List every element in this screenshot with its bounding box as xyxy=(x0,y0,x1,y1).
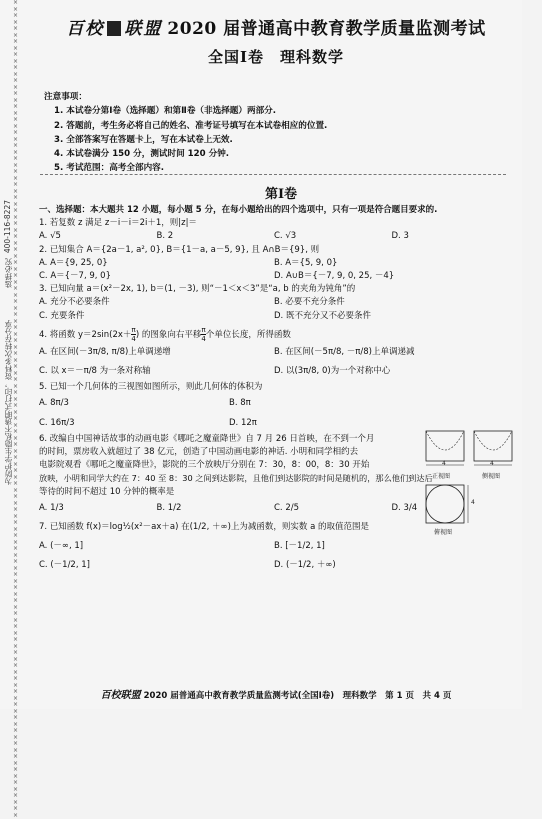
option: B. A＝{5, 9, 0} xyxy=(274,257,338,268)
front-view-curve xyxy=(426,431,464,450)
option: C. A＝{－7, 9, 0} xyxy=(39,271,112,282)
option: C. (－1/2, 1] xyxy=(39,560,90,571)
numerator: π xyxy=(131,325,136,334)
cross-line: ×××××××××××××××××××××××××××××××××××××××××××××××××××××××××××××××××××××××××××××××××××××××××××××××××××××××××××××××××××××××××××××× xyxy=(13,0,19,819)
option: B. 1/2 xyxy=(156,502,182,513)
stem-part: 4. 将函数 y＝2sin(2x＋ xyxy=(39,329,132,340)
note-item: 2. 答题前，考生务必将自己的姓名、准考证号填写在本试卷相应的位置. xyxy=(54,120,328,131)
divider xyxy=(40,174,506,175)
option: C. 以 x＝－π/8 为一条对称轴 xyxy=(39,366,151,377)
option: D. 3 xyxy=(391,231,409,242)
notes-heading: 注意事项： xyxy=(44,92,87,102)
options-row xyxy=(39,365,509,378)
exam-subtitle: 全国Ⅰ卷 理科数学 xyxy=(207,48,345,66)
side-view-curve xyxy=(474,431,512,450)
option: D. 既不充分又不必要条件 xyxy=(274,310,371,321)
option: A. √5 xyxy=(39,231,61,242)
front-view-label: 正视图 xyxy=(432,473,451,480)
page-footer xyxy=(40,686,512,701)
section-instruction: 一、选择题：本大题共 12 小题，每小题 5 分，在每小题给出的四个选项中，只有一项是符合题目要求的. xyxy=(39,205,438,215)
options-row xyxy=(39,296,509,309)
question-stem-line: 放映，小明和同学大约在 7：40 至 8：30 之间到达影院，且他们到达影院的时间是随机的，那么他们到达后 xyxy=(39,473,433,484)
denominator: 4 xyxy=(201,334,206,343)
question-stem-line: 6. 改编自中国神话故事的动画电影《哪吒之魔童降世》自 7 月 26 日首映，在不到一个月 xyxy=(39,433,375,444)
option: B. 2 xyxy=(156,231,174,242)
option: A. (－∞, 1] xyxy=(39,541,84,552)
options-row xyxy=(39,417,419,430)
numerator: π xyxy=(201,325,206,334)
option: B. 8π xyxy=(229,398,251,409)
footer-text: 2020 届普通高中教育教学质量监测考试(全国Ⅰ卷) 理科数学 第 1 页 共 4 页 xyxy=(143,691,452,701)
top-view-label: 俯视图 xyxy=(434,529,453,536)
three-view-figure xyxy=(424,429,514,539)
option: C. 2/5 xyxy=(274,502,300,513)
stem-part: ) 的图象向右平移 xyxy=(135,329,202,340)
option: A. 1/3 xyxy=(39,502,64,513)
question-stem: 7. 已知函数 f(x)＝log½(x²－ax＋a) 在(1/2, ＋∞)上为减函数，则实数 a 的取值范围是 xyxy=(39,522,369,533)
title-row xyxy=(36,14,516,39)
option: C. 16π/3 xyxy=(39,417,75,428)
question-stem: 2. 已知集合 A＝{2a－1, a², 0}, B＝{1－a, a－5, 9}, 且 A∩B＝{9}, 则 xyxy=(39,244,320,255)
note-item: 5. 考试范围：高考全部内容. xyxy=(54,163,165,174)
stem-part: 个单位长度，所得函数 xyxy=(205,329,291,340)
options-row xyxy=(39,346,509,359)
side-dim-label: 4 xyxy=(490,460,494,467)
option: C. 充要条件 xyxy=(39,310,85,321)
logo-seal-icon xyxy=(107,21,121,36)
options-row xyxy=(39,270,509,283)
option: C. √3 xyxy=(274,231,297,242)
front-dim-label: 4 xyxy=(442,460,446,467)
option: D. 12π xyxy=(229,417,257,428)
notes-block xyxy=(44,90,494,176)
top-view-circle xyxy=(426,485,464,523)
warning-text: 为防护学生隐私不透明式打印，资料多次转存分享 xyxy=(4,320,13,485)
option: D. A∪B＝{－7, 9, 0, 25, －4} xyxy=(274,271,395,282)
question-stem: 1. 若复数 z 满足 z－i－i＝2i＋1，则|z|＝ xyxy=(39,218,197,229)
options-row xyxy=(39,540,509,553)
option: A. A＝{9, 25, 0} xyxy=(39,257,108,268)
options-row xyxy=(39,310,509,323)
note-item: 3. 全部答案写在答题卡上，写在本试卷上无效. xyxy=(54,134,233,145)
question-stem-line: 电影院观看《哪吒之魔童降世》，影院的三个放映厅分别在 7：30，8：00，8：30 开始 xyxy=(39,460,370,471)
footer-logo: 百校联盟 xyxy=(100,690,141,701)
side-view-box xyxy=(474,431,512,461)
option: A. 8π/3 xyxy=(39,398,69,409)
logo-text-right: 联盟 xyxy=(124,19,163,39)
note-item: 1. 本试卷分第Ⅰ卷（选择题）和第Ⅱ卷（非选择题）两部分. xyxy=(54,106,277,117)
option: A. 充分不必要条件 xyxy=(39,297,110,308)
note-item: 4. 本试卷满分 150 分，测试时间 120 分钟. xyxy=(54,149,230,160)
question-stem: 5. 已知一个几何体的三视图如图所示，则此几何体的体积为 xyxy=(39,382,263,393)
binding-strip xyxy=(0,0,30,819)
option: B. [－1/2, 1] xyxy=(274,541,325,552)
option: B. 必要不充分条件 xyxy=(274,297,345,308)
phone-number: 400-116-8227 xyxy=(3,200,12,254)
advice-text: 选择必究 xyxy=(4,258,13,288)
options-row xyxy=(39,230,509,243)
option: B. 在区间(－5π/8, －π/8)上单调递减 xyxy=(274,346,415,357)
top-dim-label: 4 xyxy=(471,499,475,506)
options-row xyxy=(39,397,419,410)
logo-text-left: 百校 xyxy=(66,19,105,39)
question-stem-line: 等待的时间不超过 10 分钟的概率是 xyxy=(39,486,175,497)
section-title: 第Ⅰ卷 xyxy=(264,187,298,202)
option: D. 以(3π/8, 0)为一个对称中心 xyxy=(274,366,391,377)
exam-header xyxy=(36,14,516,67)
question-stem: 3. 已知向量 a＝(x²－2x, 1), b＝(1, －3), 则“－1＜x＜3”是“a, b 的夹角为钝角”的 xyxy=(39,284,356,295)
option: D. 3/4 xyxy=(391,502,418,513)
side-view-label: 侧视图 xyxy=(482,473,501,480)
question-stem xyxy=(39,326,509,343)
exam-title: 2020 届普通高中教育教学质量监测考试 xyxy=(167,19,486,39)
option: D. (－1/2, ＋∞) xyxy=(274,560,336,571)
options-row xyxy=(39,257,509,270)
option: A. 在区间(－3π/8, π/8)上单调递增 xyxy=(39,346,171,357)
front-view-box xyxy=(426,431,464,461)
options-row xyxy=(39,559,509,572)
question-stem-line: 的时间，票房收入就超过了 38 亿元，创造了中国动画电影的神话. 小明和同学相约去 xyxy=(39,447,359,458)
three-view-drawing xyxy=(424,429,514,539)
denominator: 4 xyxy=(131,334,136,343)
